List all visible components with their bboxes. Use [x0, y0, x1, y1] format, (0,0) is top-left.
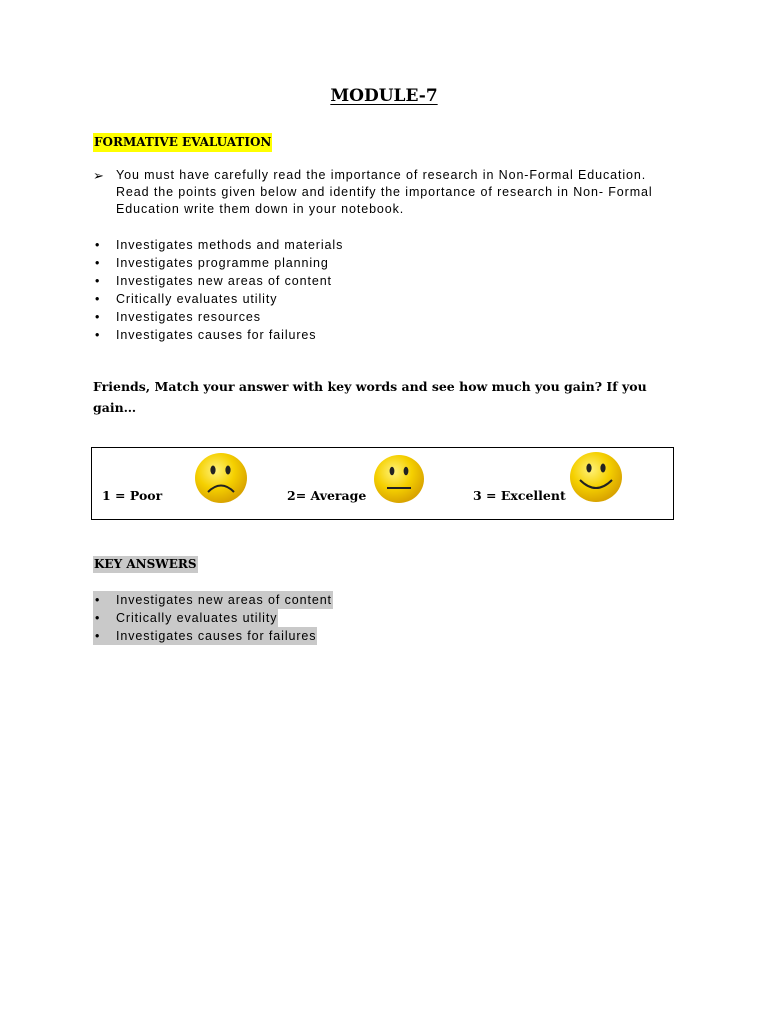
rating-average-label: 2= Average [287, 488, 367, 503]
list-item [93, 272, 343, 290]
intro-paragraph [93, 167, 693, 218]
arrow-bullet-icon: ➢ [93, 168, 105, 183]
intro-text: You must have carefully read the importance of research in Non-Formal Education. Read the points given below and identify the importance of research in Non- Formal Education write them down in your notebook. [116, 168, 653, 216]
list-item [93, 290, 343, 308]
list-item-text: Investigates causes for failures [116, 629, 317, 643]
bullet-icon: • [95, 256, 101, 270]
list-item [93, 236, 343, 254]
bullet-icon: • [95, 292, 101, 306]
bullet-icon: • [95, 328, 101, 342]
list-item [93, 627, 333, 645]
match-prompt: Friends, Match your answer with key words and see how much you gain? If you gain… [93, 379, 647, 415]
rating-excellent-label: 3 = Excellent [473, 488, 566, 503]
list-item [93, 609, 333, 627]
happy-face-icon [568, 450, 624, 504]
points-list [93, 236, 343, 344]
list-item [93, 308, 343, 326]
list-item [93, 326, 343, 344]
neutral-face-icon [373, 454, 425, 504]
list-item-text: Investigates new areas of content [116, 593, 332, 607]
list-item-text: Investigates programme planning [116, 256, 329, 270]
rating-poor-label: 1 = Poor [102, 488, 163, 503]
bullet-icon: • [95, 629, 101, 643]
list-item-text: Investigates causes for failures [116, 328, 317, 342]
key-answers-list [93, 591, 333, 645]
bullet-icon: • [95, 593, 101, 607]
rating-box [91, 447, 674, 520]
list-item-text: Investigates new areas of content [116, 274, 332, 288]
list-item [93, 591, 333, 609]
bullet-icon: • [95, 274, 101, 288]
bullet-icon: • [95, 238, 101, 252]
module-title: MODULE-7 [330, 86, 438, 106]
list-item-text: Critically evaluates utility [116, 292, 278, 306]
bullet-icon: • [95, 611, 101, 625]
list-item-text: Critically evaluates utility [116, 611, 278, 625]
list-item [93, 254, 343, 272]
bullet-icon: • [95, 310, 101, 324]
sad-face-icon [193, 452, 249, 504]
key-answers-heading: KEY ANSWERS [94, 557, 197, 571]
list-item-text: Investigates methods and materials [116, 238, 344, 252]
section-heading: FORMATIVE EVALUATION [93, 133, 272, 152]
list-item-text: Investigates resources [116, 310, 261, 324]
